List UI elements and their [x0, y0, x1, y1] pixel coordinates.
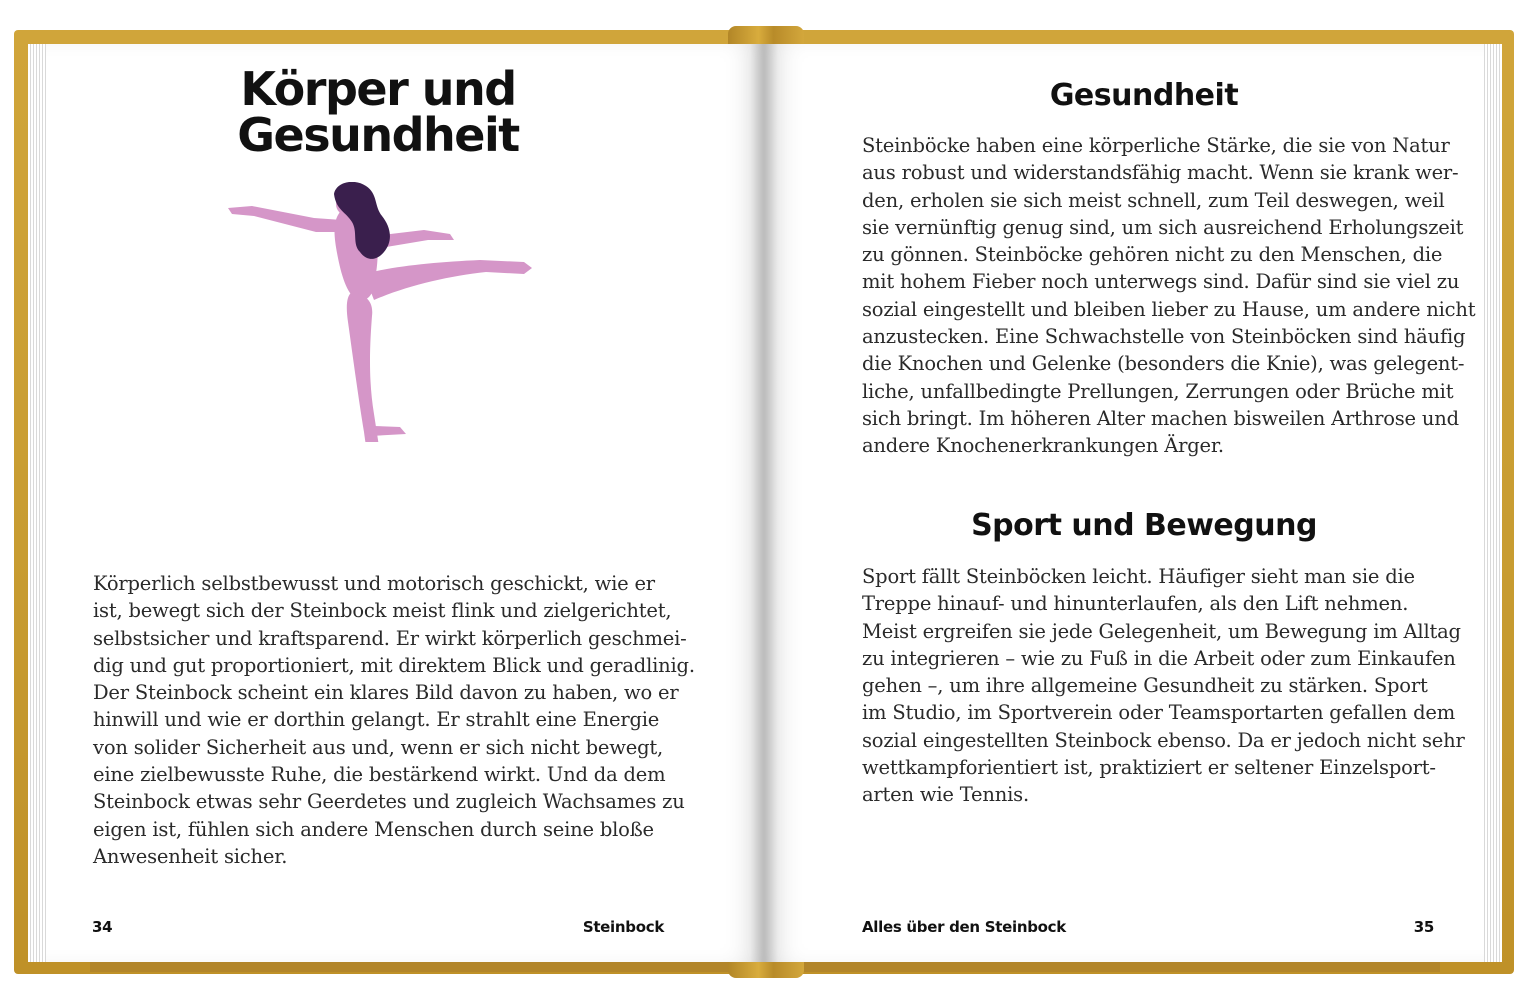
cover-edge-right [800, 962, 1440, 972]
heading-gesundheit: Gesundheit [1049, 78, 1239, 113]
text-line: den, erholen sie sich meist schnell, zum Teil deswegen, weil [862, 188, 1445, 212]
text-line: Körperlich selbstbewusst und motorisch geschickt, wie er [93, 572, 655, 595]
text-line: von solider Sicherheit aus und, wenn er sich nicht bewegt, [93, 735, 663, 759]
text-line: dig und gut proportioniert, mit direktem Blick und geradlinig. [93, 653, 695, 677]
text-line: sich bringt. Im höheren Alter machen bisweilen Arthrose und [862, 406, 1459, 430]
text-line: ist, bewegt sich der Steinbock meist flink und zielgerichtet, [93, 599, 672, 623]
text-line: zu integrieren – wie zu Fuß in die Arbeit oder zum Einkaufen [862, 646, 1456, 670]
text-line: eine zielbewusste Ruhe, die bestärkend wirkt. Und da dem [93, 763, 666, 787]
sport-body-text [862, 563, 1465, 809]
text-line: Der Steinbock scheint ein klares Bild davon zu haben, wo er [93, 681, 679, 705]
text-line: liche, unfallbedingte Prellungen, Zerrungen oder Brüche mit [862, 379, 1454, 403]
text-line: hinwill und wie er dorthin gelangt. Er strahlt eine Energie [93, 708, 660, 732]
page-edges-left [28, 44, 48, 962]
text-line: Steinbock etwas sehr Geerdetes und zugleich Wachsames zu [93, 790, 685, 814]
text-line: arten wie Tennis. [862, 783, 1029, 807]
text-line: andere Knochenerkrankungen Ärger. [862, 434, 1224, 458]
right-page [764, 44, 1484, 962]
text-line: wettkampforientiert ist, praktiziert er seltener Einzelsport- [862, 756, 1436, 780]
running-head-left: Steinbock [582, 918, 664, 936]
text-line: Steinböcke haben eine körperliche Stärke, die sie von Natur [862, 134, 1450, 157]
text-line: selbstsicher und kraftsparend. Er wirkt körperlich geschmei- [93, 626, 687, 650]
text-line: Anwesenheit sicher. [93, 844, 288, 868]
text-line: die Knochen und Gelenke (besonders die Knie), was gelegent- [862, 352, 1465, 376]
left-body-text [93, 570, 695, 870]
text-line: gehen –, um ihre allgemeine Gesundheit zu stärken. Sport [862, 674, 1428, 698]
page-title [46, 62, 710, 162]
text-line: Meist ergreifen sie jede Gelegenheit, um Bewegung im Alltag [862, 619, 1461, 643]
text-line: eigen ist, fühlen sich andere Menschen durch seine bloße [93, 817, 654, 841]
cover-edge-left [90, 962, 730, 972]
left-page [46, 44, 764, 962]
running-head-right: Alles über den Steinbock [862, 918, 1066, 936]
title-line-2: Gesundheit [237, 108, 519, 162]
gesundheit-body-text [862, 132, 1476, 460]
text-line: mit hohem Fieber noch unterwegs sind. Dafür sind sie viel zu [862, 270, 1460, 294]
woman-yoga-pose-illustration [224, 182, 544, 442]
text-line: zu gönnen. Steinböcke gehören nicht zu den Menschen, die [862, 243, 1443, 267]
page-number-right: 35 [1413, 918, 1434, 936]
text-line: sie vernünftig genug sind, um sich ausreichend Erholungszeit [862, 215, 1464, 239]
text-line: aus robust und widerstandsfähig macht. Wenn sie krank wer- [862, 161, 1459, 185]
title-line-1: Körper und [240, 62, 516, 116]
text-line: sozial eingestellt und bleiben lieber zu Hause, um andere nicht [862, 297, 1476, 321]
text-line: anzustecken. Eine Schwachstelle von Steinböcken sind häufig [862, 325, 1466, 349]
text-line: im Studio, im Sportverein oder Teamsportarten gefallen dem [862, 701, 1456, 725]
text-line: Treppe hinauf- und hinunterlaufen, als den Lift nehmen. [862, 592, 1409, 616]
page-number-left: 34 [92, 918, 113, 936]
heading-sport: Sport und Bewegung [971, 508, 1317, 543]
spine-bottom [728, 960, 804, 978]
page-edges-right [1482, 44, 1502, 962]
book-gutter [750, 44, 778, 962]
text-line: Sport fällt Steinböcken leicht. Häufiger sieht man sie die [862, 565, 1415, 588]
text-line: sozial eingestellten Steinbock ebenso. Da er jedoch nicht sehr [862, 728, 1465, 752]
